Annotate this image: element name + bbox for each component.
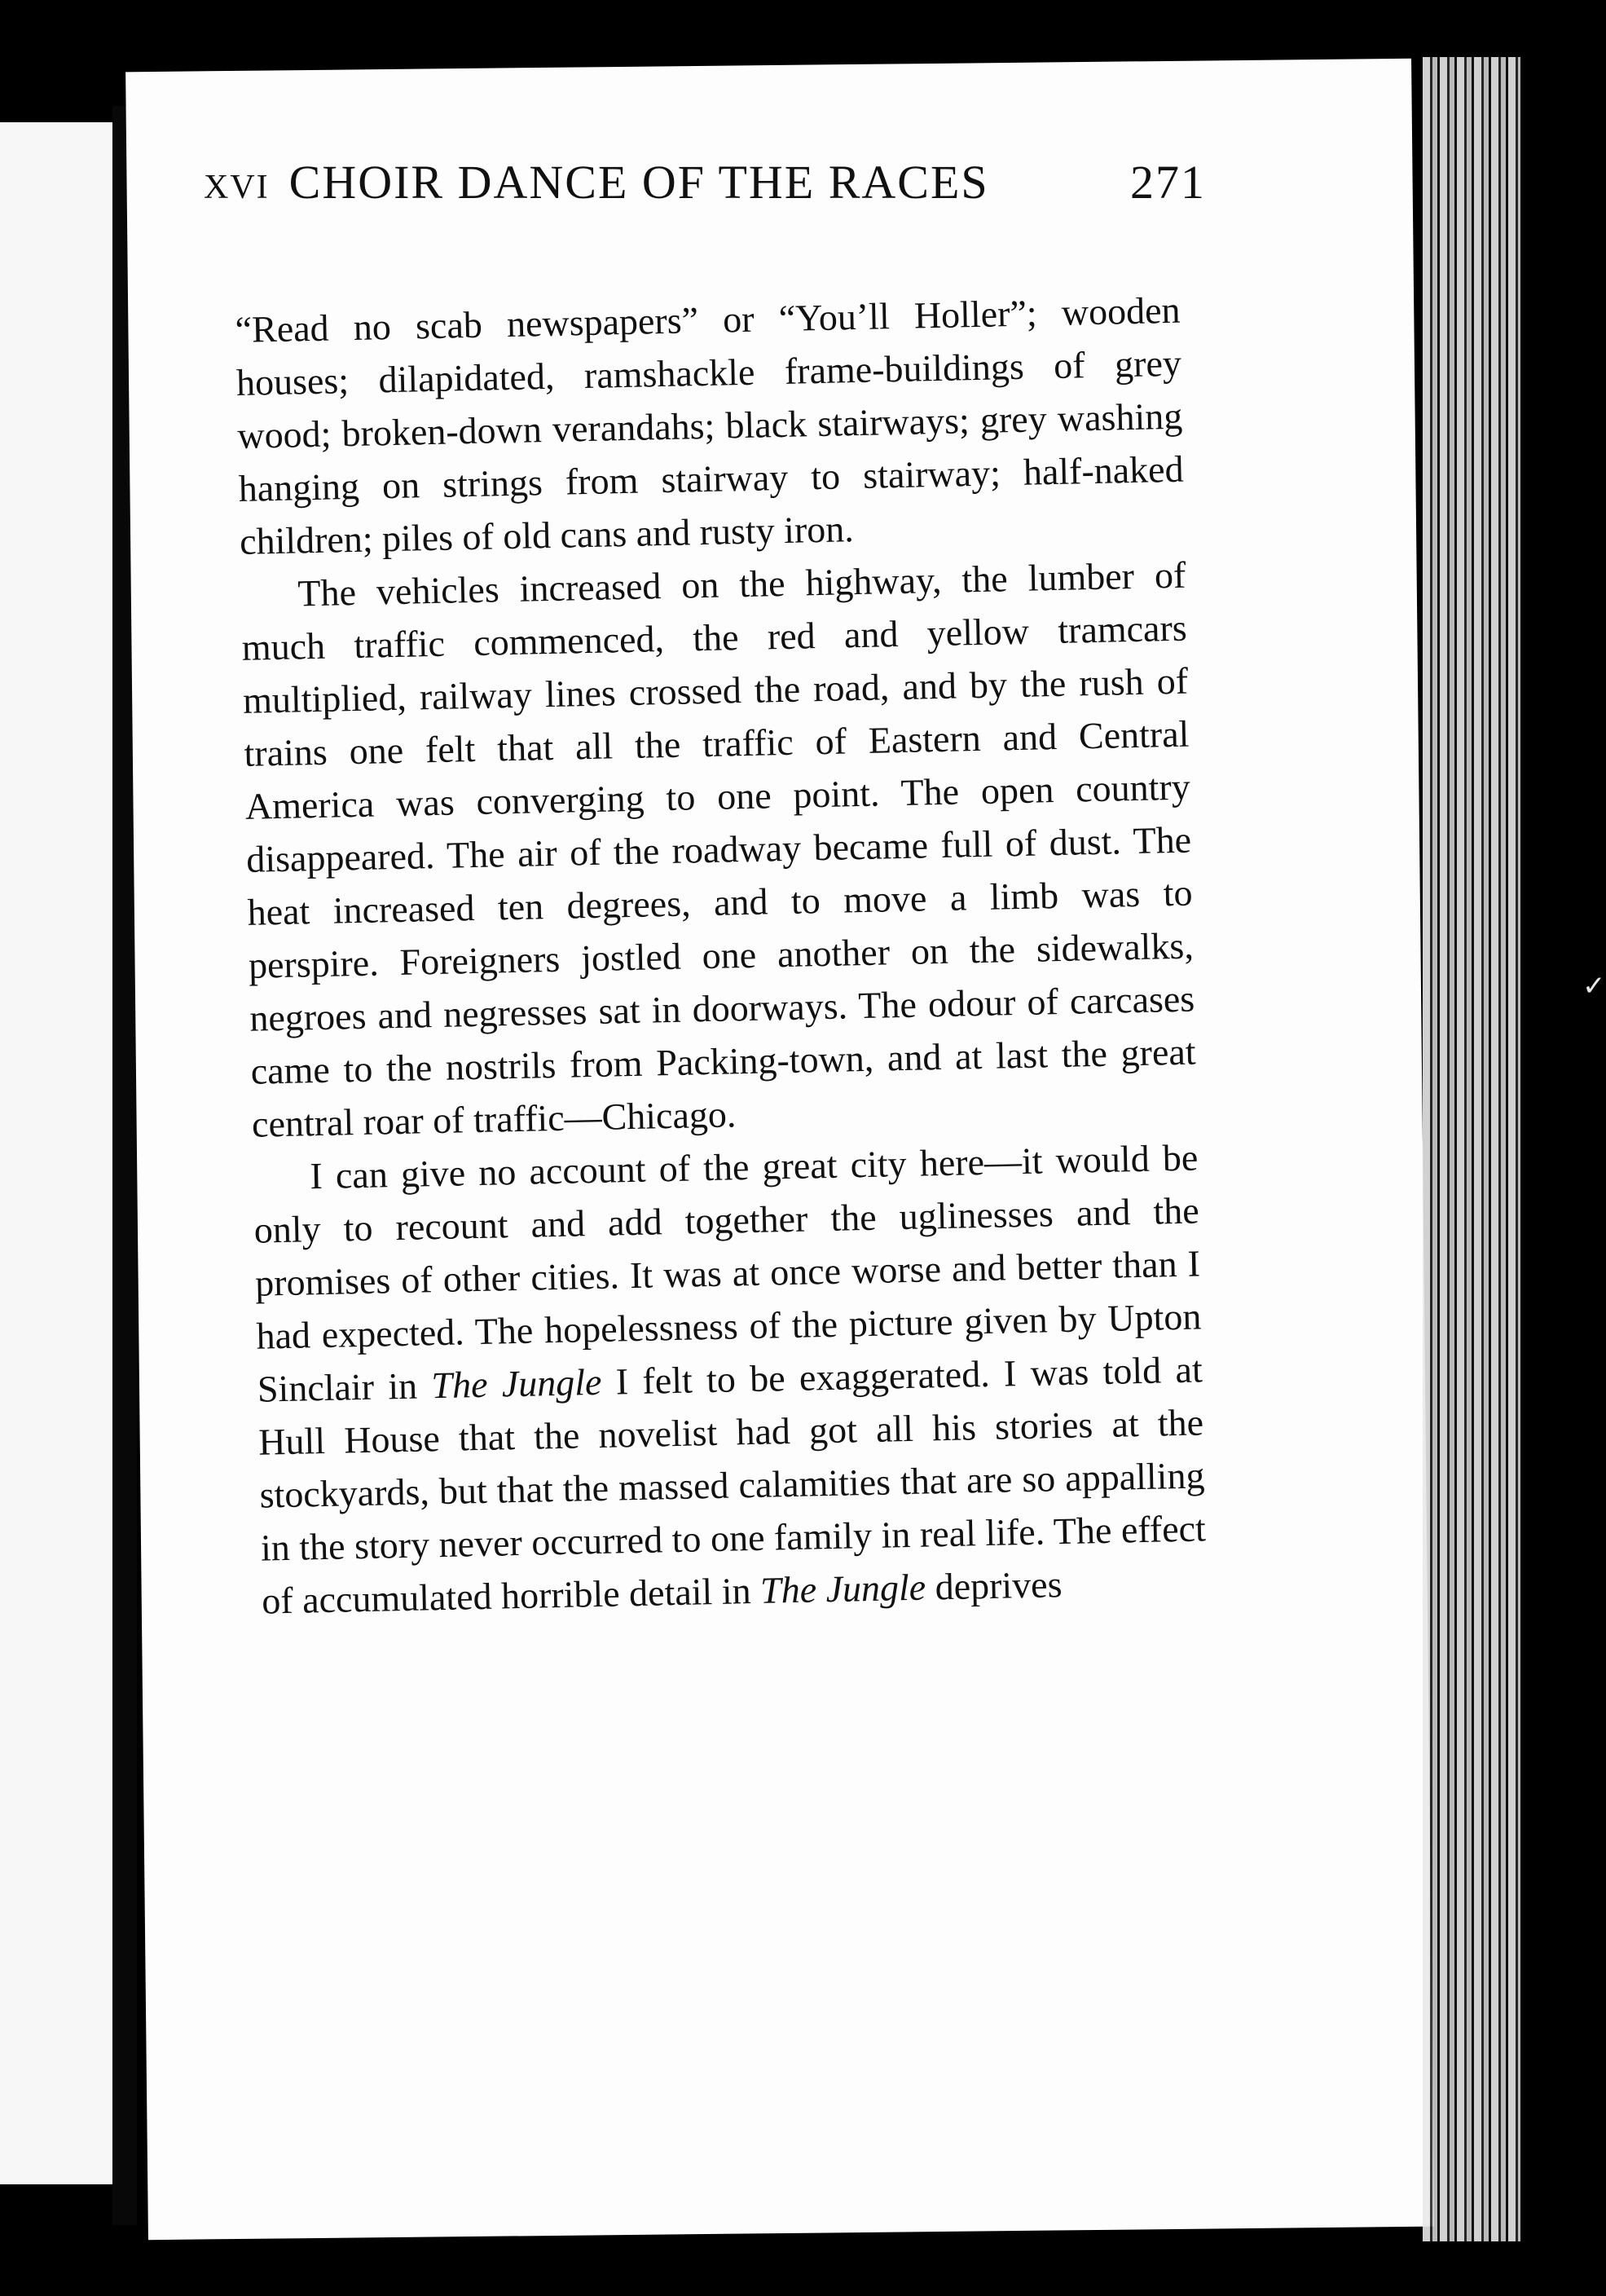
book-title-italic: The Jungle [759,1566,926,1611]
text-run: “Read no scab newspapers” or “You’ll Holler”; wooden houses; dilapidated, ramshackle frame-buildings of grey wood; broken-down verandahs; black stairways; grey washing hanging on strings from stairway to stairway; half-naked children; piles of old cans and rusty iron. [235,289,1185,562]
section-number: XVI [204,169,270,206]
text-run: The vehicles increased on the highway, the lumber of much traffic commenced, the red and yellow tramcars multiplied, railway lines crossed the road, and by the rush of trains one felt that all the traffic of Eastern and Central America was converging to one point. The open country disappeared. The air of the roadway became full of dust. The heat increased ten degrees, and to move a limb was to perspire. Foreigners jostled one another on the sidewalks, negroes and negresses sat in doorways. The odour of carcases came to the nostrils from Packing-town, and at last the great central roar of traffic—Chicago. [241,553,1197,1145]
paragraph-1 [235,284,1186,568]
text-run: deprives [925,1563,1063,1608]
book-title-italic: The Jungle [430,1360,602,1407]
text-run: I felt to be exaggerated. I was told at Hull House that the novelist had got all his stories at the stockyards, but that the massed calamities that are so appalling in the story never occurred to one family in real life. The effect of accumulated horrible detail in [257,1348,1207,1622]
page-number: 271 [1130,156,1206,209]
chapter-title: CHOIR DANCE OF THE RACES [288,156,989,209]
scan-speck: ✓ [1582,970,1606,1003]
running-head [204,155,1206,209]
left-page-edge [0,122,112,2184]
text-run: I can give no account of the great city here—it would be only to recount and add together the uglinesses and the promises of other cities. It was at once worse and better than I had expected. The hopelessness of the picture given by Upton Sinclair in [253,1136,1202,1410]
body-text [235,284,1208,1628]
paragraph-3 [253,1130,1208,1627]
page-edges [1423,57,1561,2241]
paragraph-2 [240,549,1198,1151]
